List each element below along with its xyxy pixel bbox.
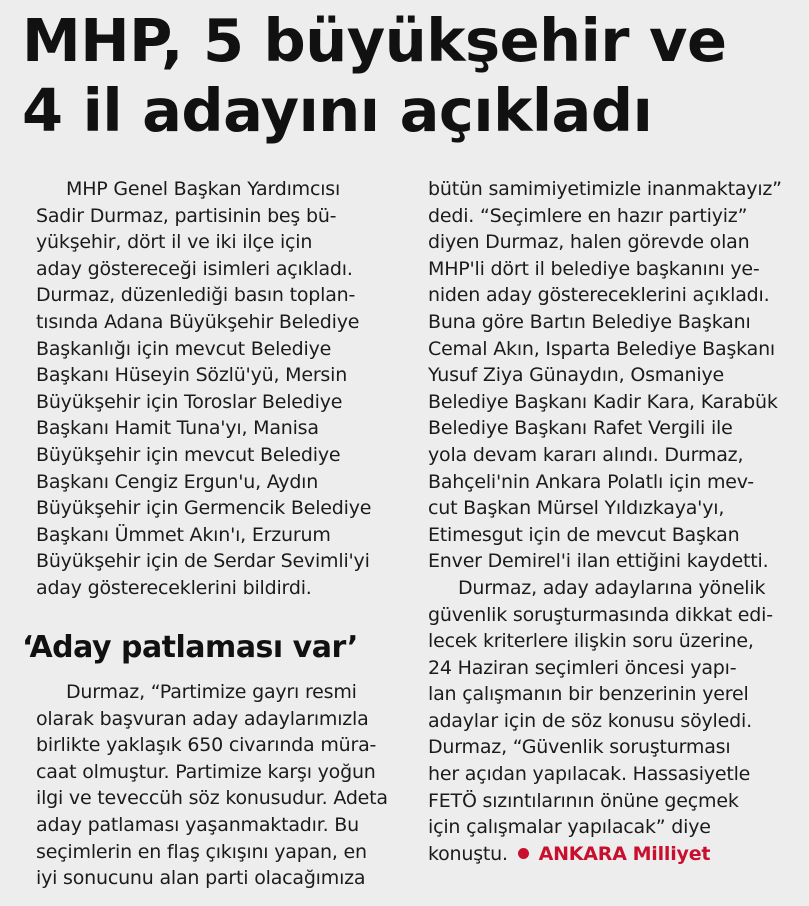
body-line: ilgi ve teveccüh söz konusudur. Adeta [36, 787, 388, 810]
body-line: Başkanı Hüseyin Sözlü'yü, Mersin [36, 364, 348, 387]
body-line: lan çalışmanın bir benzerinin yerel [428, 683, 749, 706]
body-line: güvenlik soruşturmasında dikkat edi- [428, 603, 773, 626]
left-column-body-continued [36, 679, 406, 892]
body-line: dedi. “Seçimlere en hazır partiyiz” [428, 204, 748, 227]
body-line: niden aday göstereceklerini açıkladı. [428, 284, 770, 307]
body-line: Başkanı Hamit Tuna'yı, Manisa [36, 417, 319, 440]
body-line: Yusuf Ziya Günaydın, Osmaniye [428, 364, 724, 387]
signoff-text: konuştu. [428, 842, 508, 865]
body-line: Belediye Başkanı Rafet Vergili ile [428, 417, 733, 440]
body-line: MHP Genel Başkan Yardımcısı [66, 178, 341, 200]
body-line: Buna göre Bartın Belediye Başkanı [428, 310, 751, 333]
source-name: Milliyet [632, 842, 711, 865]
body-line: 24 Haziran seçimleri öncesi yapı- [428, 656, 737, 679]
body-line: yükşehir, dört il ve iki ilçe için [36, 231, 313, 254]
body-line: her açıdan yapılacak. Hassasiyetle [428, 763, 751, 786]
body-line: aday göstereceklerini bildirdi. [36, 576, 312, 599]
body-line: FETÖ sızıntılarının önüne geçmek [428, 789, 739, 812]
body-line: yola devam kararı alındı. Durmaz, [428, 443, 744, 466]
body-line: tısında Adana Büyükşehir Belediye [36, 310, 360, 333]
body-line: Durmaz, “Güvenlik soruşturması [428, 736, 731, 759]
body-line: Sadir Durmaz, partisinin beş bü- [36, 204, 337, 227]
body-line: için çalışmalar yapılacak” diye [428, 816, 711, 839]
body-line: Bahçeli'nin Ankara Polatlı için mev- [428, 470, 754, 493]
subheading: ‘Aday patlaması var’ [22, 630, 358, 665]
body-line: iyi sonucunu alan parti olacağımıza [36, 867, 366, 890]
body-line: olarak başvuran aday adaylarımızla [36, 707, 369, 730]
body-line: Enver Demirel'i ilan ettiğini kaydetti. [428, 550, 769, 573]
body-line: MHP'li dört il belediye başkanını ye- [428, 257, 760, 280]
body-line: bütün samimiyetimizle inanmaktayız” [428, 178, 782, 200]
headline-line-1: MHP, 5 büyükşehir ve [22, 6, 727, 75]
body-line: birlikte yaklaşık 650 civarında müra- [36, 734, 377, 757]
signoff-line [428, 841, 798, 868]
body-line: adaylar için de söz konusu söyledi. [428, 709, 752, 732]
body-line: Durmaz, “Partimize gayrı resmi [66, 681, 357, 703]
body-line: Büyükşehir için Toroslar Belediye [36, 390, 343, 413]
bullet-dot-icon [518, 848, 529, 859]
body-line: lecek kriterlere ilişkin soru üzerine, [428, 630, 754, 653]
body-line: Başkanı Cengiz Ergun'u, Aydın [36, 470, 319, 493]
body-line: diyen Durmaz, halen görevde olan [428, 231, 750, 254]
body-line: Durmaz, düzenlediği basın toplan- [36, 284, 356, 307]
body-line: caat olmuştur. Partimize karşı yoğun [36, 760, 376, 783]
headline [22, 6, 802, 146]
body-line: Etimesgut için de mevcut Başkan [428, 523, 740, 546]
body-line: seçimlerin en flaş çıkışını yapan, en [36, 840, 367, 863]
body-line: aday göstereceği isimleri açıkladı. [36, 257, 353, 280]
body-line: Durmaz, aday adaylarına yönelik [458, 576, 766, 599]
body-line: Büyükşehir için mevcut Belediye [36, 443, 341, 466]
dateline-city: ANKARA [538, 842, 627, 865]
body-line: Cemal Akın, Isparta Belediye Başkanı [428, 337, 775, 360]
left-column-body [36, 176, 406, 602]
body-line: Büyükşehir için de Serdar Sevimli'yi [36, 550, 370, 573]
body-line: aday patlaması yaşanmaktadır. Bu [36, 813, 359, 836]
body-line: cut Başkan Mürsel Yıldızkaya'yı, [428, 497, 725, 520]
body-line: Büyükşehir için Germencik Belediye [36, 497, 372, 520]
body-line: Belediye Başkanı Kadir Kara, Karabük [428, 390, 778, 413]
body-line: Başkanlığı için mevcut Belediye [36, 337, 332, 360]
body-line: Başkanı Ümmet Akın'ı, Erzurum [36, 523, 331, 546]
right-column-body [428, 176, 798, 867]
headline-line-2: 4 il adayını açıkladı [22, 76, 653, 145]
